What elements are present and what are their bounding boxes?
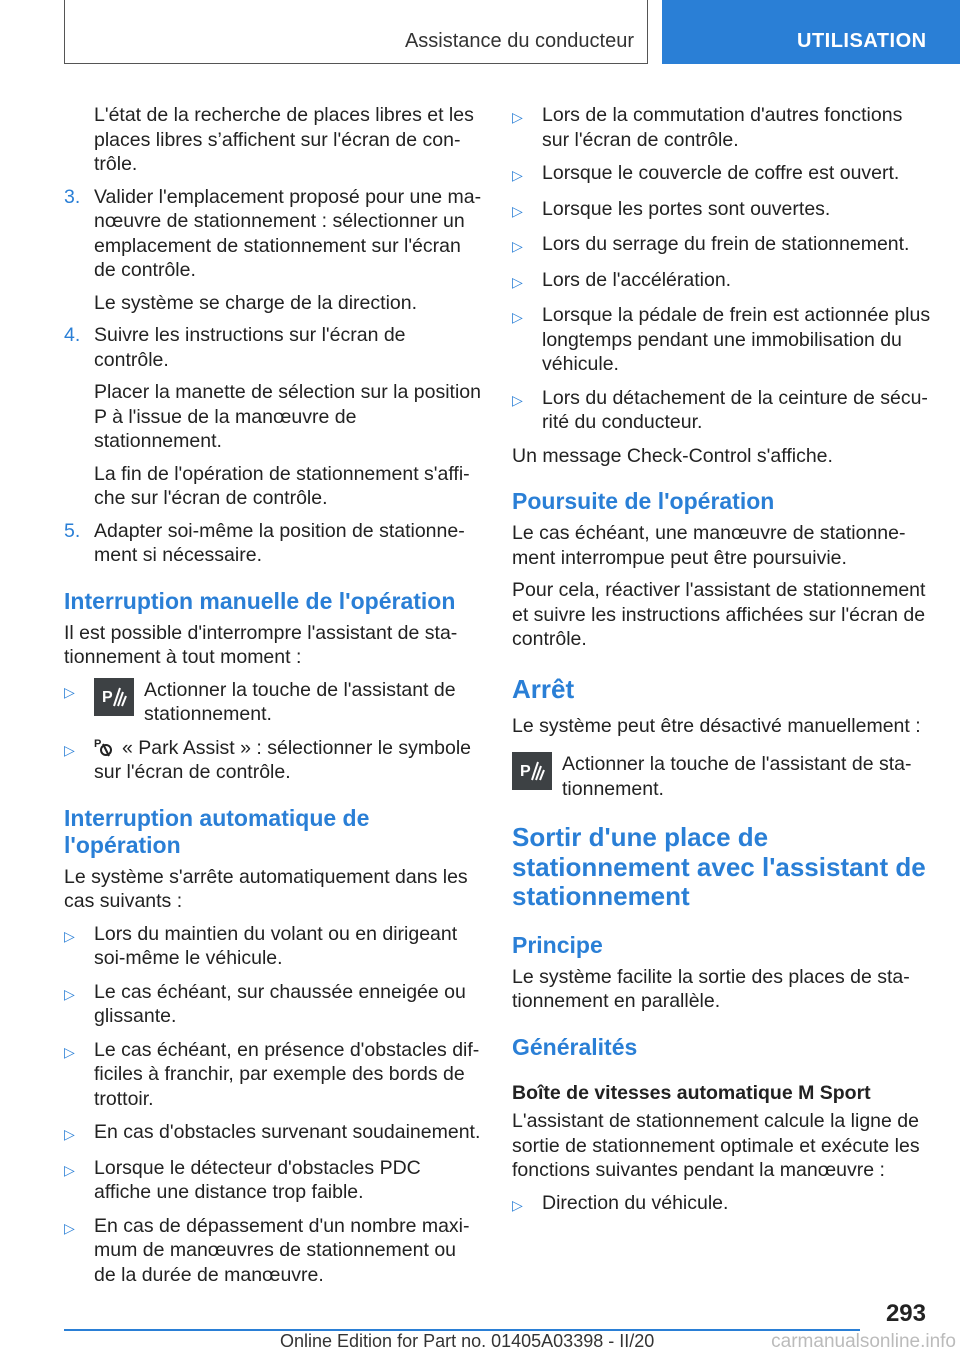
list-item xyxy=(64,980,482,1029)
list-item xyxy=(512,103,932,152)
step-5 xyxy=(64,519,482,568)
list-item xyxy=(64,1156,482,1205)
svg-text:P: P xyxy=(102,688,113,706)
step-number: 4. xyxy=(64,324,81,346)
paragraph: Le cas échéant, une manœuvre de stationne‐ment interrompue peut être poursuivie. xyxy=(512,522,906,569)
bullet-icon: ▷ xyxy=(512,309,523,325)
paragraph: Un message Check-Control s'affiche. xyxy=(512,444,833,467)
header-section-title: Assistance du conducteur xyxy=(404,30,634,52)
list-item xyxy=(64,922,482,971)
list-item xyxy=(512,161,932,188)
bullet-icon: ▷ xyxy=(512,391,523,408)
list-item xyxy=(512,1191,932,1218)
bullet-icon: ▷ xyxy=(512,167,523,183)
bullet-icon: ▷ xyxy=(512,202,523,219)
list-item-text: En cas de dépassement d'un nombre maxi‐mum de manœuvres de stationnement ou de la durée de manœuvre. xyxy=(94,1214,470,1286)
list-item-text: Lorsque les portes sont ouvertes. xyxy=(542,197,831,220)
heading-principle: Principe xyxy=(512,931,603,958)
list-item-text: Actionner la touche de l'assistant de stationnement. xyxy=(144,678,456,725)
list-item-text: Direction du véhicule. xyxy=(542,1191,729,1214)
list-item-text: Lors de la commutation d'autres fonctions sur l'écran de contrôle. xyxy=(542,104,903,151)
paragraph: L'état de la recherche de places libres et les places libres s’affichent sur l'écran de con‐trôle. xyxy=(94,104,474,175)
bullet-icon: ▷ xyxy=(64,1219,75,1236)
list-item-text: Lors du maintien du volant ou en dirigeant soi-même le véhicule. xyxy=(94,922,458,969)
paragraph: Pour cela, réactiver l'assistant de stationnement et suivre les instructions affichées sur l'écran de contrôle. xyxy=(512,579,926,650)
stop-instruction xyxy=(512,752,932,801)
list-item-text: « Park Assist » : sélectionner le symbole sur l'écran de contrôle. xyxy=(94,736,471,783)
step-number: 3. xyxy=(64,185,81,208)
list-item xyxy=(64,1214,482,1288)
list-item xyxy=(512,268,932,295)
bullet-icon: ▷ xyxy=(64,927,75,944)
list-item-text: Lorsque le couvercle de coffre est ouvert. xyxy=(542,162,900,184)
right-column xyxy=(512,103,932,1226)
heading-stop: Arrêt xyxy=(512,673,575,704)
bullet-icon: ▷ xyxy=(64,1043,75,1060)
bullet-icon: ▷ xyxy=(64,741,75,758)
step-4 xyxy=(64,323,482,372)
list-item xyxy=(64,736,482,785)
bullet-icon: ▷ xyxy=(512,109,523,125)
bullet-icon: ▷ xyxy=(64,985,75,1002)
list-item-text: Le cas échéant, en présence d'obstacles dif‐ficiles à franchir, par exemple des bords de trottoir. xyxy=(94,1038,480,1110)
step-number: 5. xyxy=(64,519,81,542)
heading-gearbox: Boîte de vitesses automatique M Sport xyxy=(512,1081,871,1104)
bullet-icon: ▷ xyxy=(64,1161,75,1178)
list-item-text: Lorsque la pédale de frein est actionnée plus longtemps pendant une immobilisation du véhicule. xyxy=(542,304,931,375)
list-item xyxy=(512,303,932,377)
paragraph: La fin de l'opération de stationnement s'affi‐che sur l'écran de contrôle. xyxy=(94,462,470,509)
bullet-icon: ▷ xyxy=(64,1126,75,1142)
list-item xyxy=(512,197,932,224)
footer-edition: Online Edition for Part no. 01405A03398 - II/20 xyxy=(280,1331,655,1351)
list-item-text: Le cas échéant, sur chaussée enneigée ou glissante. xyxy=(94,980,466,1027)
list-item xyxy=(64,678,482,727)
bullet-icon: ▷ xyxy=(512,1196,523,1213)
list-item-text: En cas d'obstacles survenant soudainement. xyxy=(94,1121,481,1143)
park-assist-symbol-icon xyxy=(94,736,116,758)
paragraph: Il est possible d'interrompre l'assistant de sta‐tionnement à tout moment : xyxy=(64,621,458,668)
bullet-icon: ▷ xyxy=(512,273,523,290)
list-item xyxy=(512,386,932,435)
left-column xyxy=(64,103,482,1296)
heading-manual-interruption: Interruption manuelle de l'opération xyxy=(64,587,456,614)
paragraph: Le système facilite la sortie des places de sta‐tionnement en parallèle. xyxy=(512,965,910,1012)
paragraph: Le système se charge de la direction. xyxy=(94,291,418,314)
list-item xyxy=(64,1120,482,1147)
list-item-text: Lors de l'accélération. xyxy=(542,268,732,291)
heading-resume: Poursuite de l'opération xyxy=(512,488,775,514)
paragraph: Le système peut être désactivé manuellement : xyxy=(512,714,921,737)
svg-text:P: P xyxy=(94,737,102,750)
header-chapter-tab[interactable]: UTILISATION xyxy=(662,0,960,64)
heading-general: Généralités xyxy=(512,1033,638,1060)
list-item xyxy=(512,232,932,259)
paragraph: L'assistant de stationnement calcule la ligne de sortie de stationnement optimale et exécute les fonctions suivantes pendant la manœuvre : xyxy=(512,1110,920,1181)
step-text: Suivre les instructions sur l'écran de contrôle. xyxy=(94,324,406,371)
list-item xyxy=(64,1038,482,1112)
list-item-text: Lorsque le détecteur d'obstacles PDC affiche une distance trop faible. xyxy=(94,1156,421,1203)
step-text: Adapter soi-même la position de stationne‐ment si nécessaire. xyxy=(94,519,465,566)
page-number: 293 xyxy=(885,1300,926,1327)
park-assist-button-icon xyxy=(512,752,552,790)
paragraph: Le système s'arrête automatiquement dans les cas suivants : xyxy=(64,865,468,912)
bullet-icon: ▷ xyxy=(512,238,523,254)
list-item-text: Lors du détachement de la ceinture de sécu‐rité du conducteur. xyxy=(542,386,928,433)
watermark: carmanualsonline.info xyxy=(771,1331,956,1352)
bullet-icon: ▷ xyxy=(64,683,75,700)
instruction-text: Actionner la touche de l'assistant de sta‐tionnement. xyxy=(562,753,912,800)
heading-exit-parking: Sortir d'une place de stationnement avec l'assistant de stationnement xyxy=(512,822,926,911)
paragraph: Placer la manette de sélection sur la position P à l'issue de la manœuvre de stationnement. xyxy=(94,381,481,452)
heading-auto-interruption: Interruption automatique de l'opération xyxy=(64,804,370,858)
list-item-text: Lors du serrage du frein de stationnement. xyxy=(542,233,910,255)
step-text: Valider l'emplacement proposé pour une ma‐nœuvre de stationnement : sélectionner un emplacement de stationnement sur l'écran de contrôle. xyxy=(94,185,482,281)
step-3 xyxy=(64,185,482,283)
svg-text:P: P xyxy=(520,763,531,780)
park-assist-button-icon xyxy=(94,678,134,716)
